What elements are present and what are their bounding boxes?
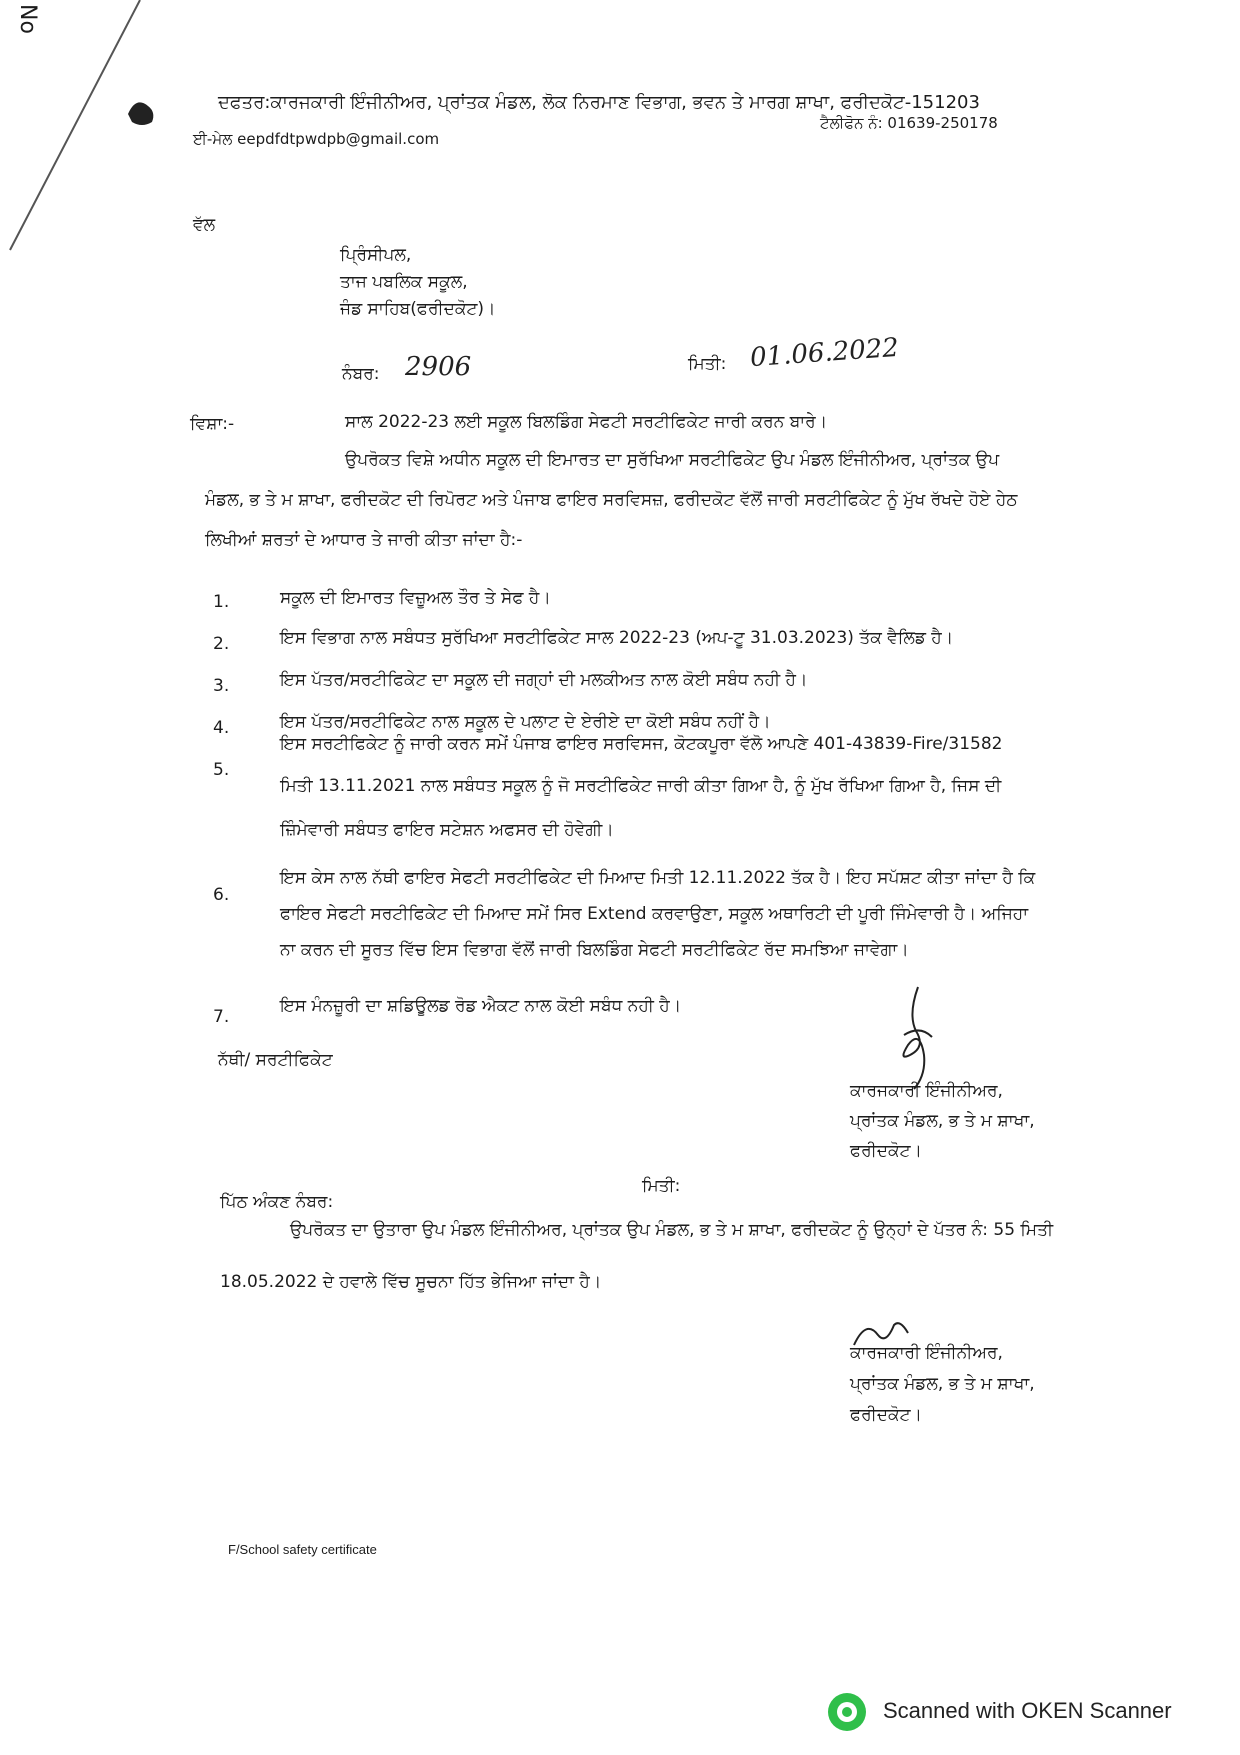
file-reference: F/School safety certificate bbox=[228, 1542, 377, 1557]
condition-6-line-3: ਨਾ ਕਰਨ ਦੀ ਸੂਰਤ ਵਿੱਚ ਇਸ ਵਿਭਾਗ ਵੱਲੋਂ ਜਾਰੀ ਬਿਲਡਿੰਗ ਸੇਫਟੀ ਸਰਟੀਫਿਕੇਟ ਰੱਦ ਸਮਝਿਆ ਜਾਵੇਗਾ। bbox=[280, 940, 909, 960]
signature2-line-2: ਪ੍ਰਾਂਤਕ ਮੰਡਲ, ਭ ਤੇ ਮ ਸ਼ਾਖਾ, bbox=[850, 1374, 1035, 1394]
subject-label: ਵਿਸ਼ਾ:- bbox=[190, 414, 235, 434]
office-email: ਈ-ਮੇਲ eepdfdtpwdpb@gmail.com bbox=[193, 130, 440, 148]
recipient-line-2: ਤਾਜ ਪਬਲਿਕ ਸਕੂਲ, bbox=[340, 272, 468, 292]
number-value: 2906 bbox=[405, 352, 472, 382]
condition-6-line-1: ਇਸ ਕੇਸ ਨਾਲ ਨੱਥੀ ਫਾਇਰ ਸੇਫਟੀ ਸਰਟੀਫਿਕੇਟ ਦੀ ਮਿਆਦ ਮਿਤੀ 12.11.2022 ਤੱਕ ਹੈ। ਇਹ ਸਪੱਸ਼ਟ ਕੀਤਾ ਜਾਂਦਾ ਹੈ ਕਿ bbox=[280, 868, 1036, 888]
endorsement-line-1: ਉਪਰੋਕਤ ਦਾ ਉਤਾਰਾ ਉਪ ਮੰਡਲ ਇੰਜੀਨੀਅਰ, ਪ੍ਰਾਂਤਕ ਉਪ ਮੰਡਲ, ਭ ਤੇ ਮ ਸ਼ਾਖਾ, ਫਰੀਦਕੋਟ ਨੂੰ ਉਨ੍ਹਾਂ ਦੇ ਪੱਤਰ ਨੰ: 55 ਮਿਤੀ bbox=[290, 1220, 1054, 1240]
signature-scribble-1 bbox=[880, 985, 950, 1095]
signature1-line-1: ਕਾਰਜਕਾਰੀ ਇੰਜੀਨੀਅਰ, bbox=[850, 1081, 1003, 1101]
corner-mark: No bbox=[15, 4, 40, 34]
condition-2-num: 2. bbox=[213, 634, 230, 654]
condition-2-line-1: ਇਸ ਵਿਭਾਗ ਨਾਲ ਸਬੰਧਤ ਸੁਰੱਖਿਆ ਸਰਟੀਫਿਕੇਟ ਸਾਲ 2022-23 (ਅਪ-ਟੂ 31.03.2023) ਤੱਕ ਵੈਲਿਡ ਹੈ। bbox=[280, 628, 954, 648]
signature1-line-3: ਫਰੀਦਕੋਟ। bbox=[850, 1141, 922, 1161]
to-label: ਵੱਲ bbox=[193, 215, 216, 235]
date-value: 01.06.2022 bbox=[749, 332, 900, 374]
condition-6-num: 6. bbox=[213, 885, 230, 905]
condition-7-num: 7. bbox=[213, 1007, 230, 1027]
condition-5-line-3: ਜ਼ਿੰਮੇਵਾਰੀ ਸਬੰਧਤ ਫਾਇਰ ਸਟੇਸ਼ਨ ਅਫਸਰ ਦੀ ਹੋਵੇਗੀ। bbox=[280, 820, 614, 840]
condition-4-num: 4. bbox=[213, 718, 230, 738]
intro-line-1: ਉਪਰੋਕਤ ਵਿਸ਼ੇ ਅਧੀਨ ਸਕੂਲ ਦੀ ਇਮਾਰਤ ਦਾ ਸੁਰੱਖਿਆ ਸਰਟੀਫਿਕੇਟ ਉਪ ਮੰਡਲ ਇੰਜੀਨੀਅਰ, ਪ੍ਰਾਂਤਕ ਉਪ bbox=[345, 450, 1000, 470]
endorsement-date-label: ਮਿਤੀ: bbox=[642, 1176, 681, 1196]
enclosure-label: ਨੱਥੀ/ ਸਰਟੀਫਿਕੇਟ bbox=[218, 1050, 333, 1070]
intro-line-3: ਲਿਖੀਆਂ ਸ਼ਰਤਾਂ ਦੇ ਆਧਾਰ ਤੇ ਜਾਰੀ ਕੀਤਾ ਜਾਂਦਾ ਹੈ:- bbox=[205, 530, 523, 550]
condition-3-num: 3. bbox=[213, 676, 230, 696]
condition-5-line-2: ਮਿਤੀ 13.11.2021 ਨਾਲ ਸਬੰਧਤ ਸਕੂਲ ਨੂੰ ਜੋ ਸਰਟੀਫਿਕੇਟ ਜਾਰੀ ਕੀਤਾ ਗਿਆ ਹੈ, ਨੂੰ ਮੁੱਖ ਰੱਖਿਆ ਗਿਆ ਹੈ, ਜਿਸ ਦੀ bbox=[280, 776, 1002, 796]
scanner-watermark: Scanned with OKEN Scanner bbox=[883, 1698, 1172, 1723]
signature1-line-2: ਪ੍ਰਾਂਤਕ ਮੰਡਲ, ਭ ਤੇ ਮ ਸ਼ਾਖਾ, bbox=[850, 1111, 1035, 1131]
office-header: ਦਫਤਰ:ਕਾਰਜਕਾਰੀ ਇੰਜੀਨੀਅਰ, ਪ੍ਰਾਂਤਕ ਮੰਡਲ, ਲੋਕ ਨਿਰਮਾਣ ਵਿਭਾਗ, ਭਵਨ ਤੇ ਮਾਰਗ ਸ਼ਾਖਾ, ਫਰੀਦਕੋਟ-151203 bbox=[218, 92, 980, 113]
signature2-line-3: ਫਰੀਦਕੋਟ। bbox=[850, 1405, 922, 1425]
number-label: ਨੰਬਰ: bbox=[342, 364, 380, 384]
condition-5-num: 5. bbox=[213, 760, 230, 780]
intro-line-2: ਮੰਡਲ, ਭ ਤੇ ਮ ਸ਼ਾਖਾ, ਫਰੀਦਕੋਟ ਦੀ ਰਿਪੋਰਟ ਅਤੇ ਪੰਜਾਬ ਫਾਇਰ ਸਰਵਿਸਜ਼, ਫਰੀਦਕੋਟ ਵੱਲੋਂ ਜਾਰੀ ਸਰਟੀਫਿਕੇਟ ਨੂੰ ਮੁੱਖ ਰੱਖਦੇ ਹੋਏ ਹੇਠ bbox=[205, 490, 1018, 510]
condition-4-line-1: ਇਸ ਪੱਤਰ/ਸਰਟੀਫਿਕੇਟ ਨਾਲ ਸਕੂਲ ਦੇ ਪਲਾਟ ਦੇ ਏਰੀਏ ਦਾ ਕੋਈ ਸਬੰਧ ਨਹੀਂ ਹੈ। bbox=[280, 712, 771, 732]
endorsement-line-2: 18.05.2022 ਦੇ ਹਵਾਲੇ ਵਿੱਚ ਸੂਚਨਾ ਹਿੱਤ ਭੇਜਿਆ ਜਾਂਦਾ ਹੈ। bbox=[220, 1272, 602, 1292]
condition-1-line-1: ਸਕੂਲ ਦੀ ਇਮਾਰਤ ਵਿਜ਼ੂਅਲ ਤੌਰ ਤੇ ਸੇਫ ਹੈ। bbox=[280, 588, 551, 608]
subject-text: ਸਾਲ 2022-23 ਲਈ ਸਕੂਲ ਬਿਲਡਿੰਗ ਸੇਫਟੀ ਸਰਟੀਫਿਕੇਟ ਜਾਰੀ ਕਰਨ ਬਾਰੇ। bbox=[345, 412, 828, 432]
signature2-line-1: ਕਾਰਜਕਾਰੀ ਇੰਜੀਨੀਅਰ, bbox=[850, 1343, 1003, 1363]
condition-1-num: 1. bbox=[213, 592, 230, 612]
office-phone: ਟੈਲੀਫੋਨ ਨੰ: 01639-250178 bbox=[820, 114, 998, 132]
recipient-line-1: ਪ੍ਰਿੰਸੀਪਲ, bbox=[340, 245, 412, 265]
condition-3-line-1: ਇਸ ਪੱਤਰ/ਸਰਟੀਫਿਕੇਟ ਦਾ ਸਕੂਲ ਦੀ ਜਗ੍ਹਾਂ ਦੀ ਮਲਕੀਅਤ ਨਾਲ ਕੋਈ ਸਬੰਧ ਨਹੀ ਹੈ। bbox=[280, 670, 808, 690]
date-label: ਮਿਤੀ: bbox=[688, 354, 727, 374]
endorsement-label: ਪਿੱਠ ਅੰਕਣ ਨੰਬਰ: bbox=[220, 1192, 334, 1212]
recipient-line-3: ਜੰਡ ਸਾਹਿਬ(ਫਰੀਦਕੋਟ)। bbox=[340, 299, 496, 319]
condition-7-line-1: ਇਸ ਮੰਨਜ਼ੂਰੀ ਦਾ ਸ਼ਡਿਊਲਡ ਰੋਡ ਐਕਟ ਨਾਲ ਕੋਈ ਸਬੰਧ ਨਹੀ ਹੈ। bbox=[280, 996, 682, 1016]
scan-blot bbox=[122, 92, 162, 132]
condition-6-line-2: ਫਾਇਰ ਸੇਫਟੀ ਸਰਟੀਫਿਕੇਟ ਦੀ ਮਿਆਦ ਸਮੇਂ ਸਿਰ Extend ਕਰਵਾਉਣਾ, ਸਕੂਲ ਅਥਾਰਿਟੀ ਦੀ ਪੂਰੀ ਜਿੰਮੇਵਾਰੀ ਹੈ। ਅਜਿਹਾ bbox=[280, 904, 1029, 924]
oken-logo-icon bbox=[828, 1693, 866, 1731]
condition-5-line-1: ਇਸ ਸਰਟੀਫਿਕੇਟ ਨੂੰ ਜਾਰੀ ਕਰਨ ਸਮੇਂ ਪੰਜਾਬ ਫਾਇਰ ਸਰਵਿਸਜ, ਕੋਟਕਪੂਰਾ ਵੱਲੋ ਆਪਣੇ 401-43839-Fire/31582 bbox=[280, 734, 1003, 754]
